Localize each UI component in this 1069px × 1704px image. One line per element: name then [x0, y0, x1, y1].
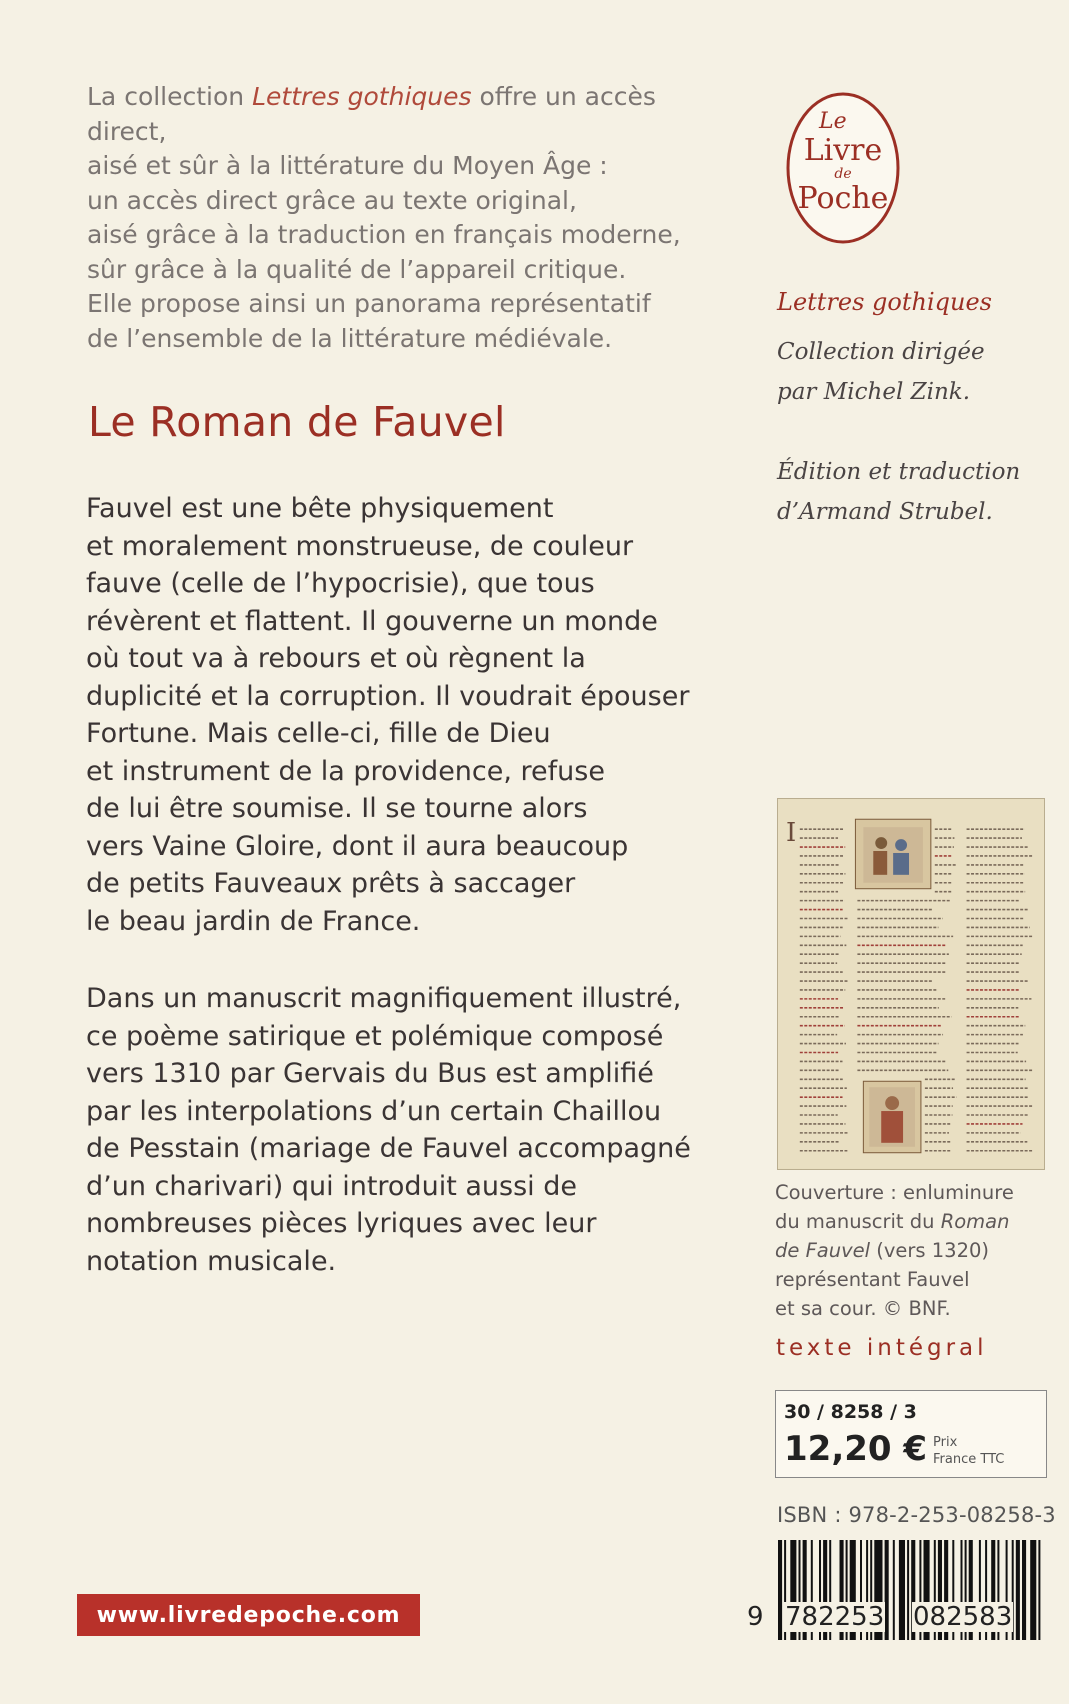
paragraph-line: vers Vaine Gloire, dont il aura beaucoup	[86, 830, 629, 862]
summary-paragraph-1	[86, 490, 746, 940]
paragraph-line: duplicité et la corruption. Il voudrait épouser	[86, 680, 690, 712]
paragraph-line: le beau jardin de France.	[86, 905, 421, 937]
price-box	[775, 1390, 1047, 1478]
barcode-digit-group-2: 082583	[913, 1602, 1013, 1632]
edition-credit-line-1: Édition et traduction	[777, 459, 1021, 485]
paragraph-line: vers 1310 par Gervais du Bus est amplifié	[86, 1058, 654, 1089]
intro-collection-name: Lettres gothiques	[252, 82, 472, 111]
paragraph-line: ce poème satirique et polémique composé	[86, 1020, 664, 1052]
intro-line	[87, 322, 727, 357]
texte-integral-label: texte intégral	[776, 1335, 988, 1361]
caption-line-3-text: (vers 1320)	[870, 1239, 990, 1262]
intro-line	[87, 287, 727, 322]
paragraph-line: fauve (celle de l’hypocrisie), que tous	[86, 568, 595, 599]
caption-line-4: représentant Fauvel	[775, 1268, 970, 1291]
intro-line	[87, 149, 727, 184]
logo-le: Le	[819, 109, 847, 134]
intro-text: offre un accès direct,	[87, 82, 656, 146]
intro-line	[87, 253, 727, 288]
caption-line-3	[775, 1236, 1055, 1265]
logo-poche: Poche	[797, 181, 889, 216]
collection-intro	[87, 80, 727, 356]
book-title: Le Roman de Fauvel	[88, 398, 506, 446]
price-label-2: France TTC	[933, 1452, 1005, 1467]
series-director-line-1: Collection dirigée	[777, 339, 985, 365]
intro-text: un accès direct grâce au texte original,	[87, 185, 577, 215]
paragraph-line: Fortune. Mais celle-ci, fille de Dieu	[86, 718, 551, 749]
intro-text: de l’ensemble de la littérature médiévale.	[87, 323, 613, 353]
caption-title-italic-1: Roman	[940, 1210, 1010, 1233]
series-director-line-2: par Michel Zink.	[777, 379, 971, 405]
intro-text: sûr grâce à la qualité de l’appareil critique.	[87, 254, 627, 284]
intro-line	[87, 80, 727, 149]
paragraph-line: notation musicale.	[86, 1245, 337, 1277]
paragraph-line: par les interpolations d’un certain Chaillou	[86, 1095, 662, 1127]
paragraph-line: révèrent et flattent. Il gouverne un monde	[86, 605, 658, 637]
paragraph-line: Dans un manuscrit magnifiquement illustré,	[86, 983, 682, 1014]
caption-line-5: et sa cour. © BNF.	[775, 1297, 951, 1320]
paragraph-line: nombreuses pièces lyriques avec leur	[86, 1208, 597, 1239]
intro-text: aisé grâce à la traduction en français moderne,	[87, 220, 681, 249]
paragraph-line: de petits Fauveaux prêts à saccager	[86, 868, 576, 899]
caption-line-1: Couverture : enluminure	[775, 1181, 1014, 1204]
paragraph-line: de lui être soumise. Il se tourne alors	[86, 793, 588, 824]
series-director	[777, 332, 1037, 412]
website-link[interactable]: www.livredepoche.com	[77, 1594, 420, 1636]
caption-line-2-text: du manuscrit du	[775, 1210, 941, 1233]
paragraph-line: où tout va à rebours et où règnent la	[86, 643, 586, 674]
intro-line	[87, 184, 727, 219]
price-amount: 12,20 €	[784, 1429, 928, 1469]
price-label	[933, 1434, 1004, 1468]
price-label-1: Prix	[933, 1435, 958, 1450]
paragraph-line: et moralement monstrueuse, de couleur	[86, 530, 634, 562]
series-name: Lettres gothiques	[777, 288, 992, 316]
barcode-digits	[746, 1602, 1046, 1642]
edition-credit	[777, 452, 1037, 532]
caption-title-italic-2: de Fauvel	[775, 1239, 871, 1262]
paragraph-line: Fauvel est une bête physiquement	[86, 493, 554, 524]
intro-line	[87, 218, 727, 253]
livre-de-poche-logo	[783, 88, 903, 248]
intro-text: aisé et sûr à la littérature du Moyen Âge :	[87, 151, 608, 180]
barcode-digit-first: 9	[747, 1602, 764, 1632]
logo-de: de	[834, 166, 852, 182]
barcode-digit-group-1: 782253	[785, 1602, 885, 1632]
edition-credit-line-2: d’Armand Strubel.	[777, 499, 993, 525]
cover-illumination-image	[777, 798, 1045, 1170]
summary-paragraph-2	[86, 980, 746, 1280]
paragraph-line: de Pesstain (mariage de Fauvel accompagné	[86, 1133, 691, 1164]
price-reference: 30 / 8258 / 3	[784, 1401, 917, 1423]
caption-line-2	[775, 1207, 1055, 1236]
logo-livre: Livre	[803, 133, 883, 168]
intro-text: La collection	[87, 82, 253, 111]
intro-text: Elle propose ainsi un panorama représentatif	[87, 289, 651, 318]
cover-caption	[775, 1178, 1055, 1323]
paragraph-line: d’un charivari) qui introduit aussi de	[86, 1170, 577, 1202]
isbn-text: ISBN : 978-2-253-08258-3	[777, 1503, 1056, 1527]
illumination-initial: I	[785, 818, 797, 849]
paragraph-line: et instrument de la providence, refuse	[86, 755, 605, 787]
